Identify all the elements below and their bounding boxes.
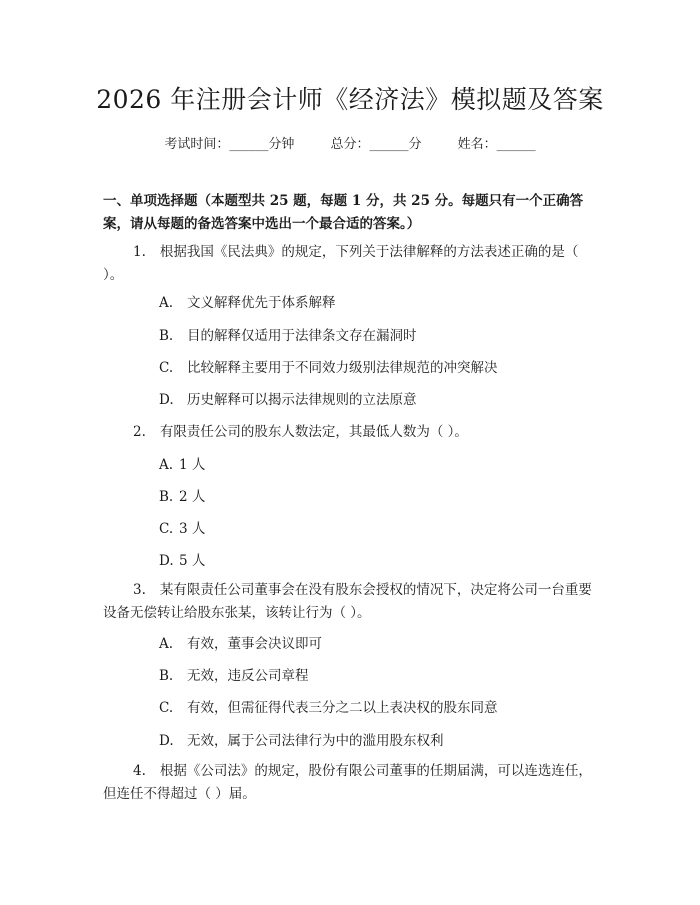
- name-field: 姓名：______: [457, 137, 536, 152]
- q3-option-d: [159, 731, 599, 751]
- question-number: 2.: [133, 424, 146, 440]
- q2-option-c: [159, 519, 599, 539]
- question-1: [103, 241, 601, 287]
- q3-option-c: [159, 698, 599, 718]
- option-text: 文义解释优先于体系解释: [187, 295, 336, 311]
- option-text: 目的解释仅适用于法律条文存在漏洞时: [187, 328, 417, 344]
- option-letter: C.: [159, 521, 174, 537]
- exam-time-field: 考试时间：______分钟: [164, 137, 295, 152]
- q1-option-d: [159, 390, 599, 410]
- option-letter: B.: [159, 668, 174, 684]
- option-text: 1 人: [179, 457, 206, 473]
- option-letter: D.: [159, 392, 174, 408]
- q3-option-b: [159, 666, 599, 686]
- q2-option-b: [159, 487, 599, 507]
- option-letter: C.: [159, 360, 174, 376]
- question-number: 1.: [133, 244, 146, 260]
- option-letter: D.: [159, 553, 174, 569]
- option-text: 比较解释主要用于不同效力级别法律规范的冲突解决: [187, 360, 498, 376]
- q1-option-c: [159, 358, 599, 378]
- question-2: [103, 421, 601, 444]
- option-letter: B.: [159, 489, 174, 505]
- question-number: 4.: [133, 763, 146, 779]
- option-text: 无效，属于公司法律行为中的滥用股东权利: [187, 733, 444, 749]
- option-text: 2 人: [179, 489, 206, 505]
- q2-option-d: [159, 551, 599, 571]
- question-text: 某有限责任公司董事会在没有股东会授权的情况下，决定将公司一台重要设备无偿转让给股东张某，该转让行为（ ）。: [103, 582, 592, 621]
- question-text: 根据《公司法》的规定，股份有限公司董事的任期届满，可以连选连任，但连任不得超过（ ）届。: [103, 763, 592, 802]
- option-letter: A.: [159, 457, 174, 473]
- q1-option-b: [159, 326, 599, 346]
- option-text: 有效，董事会决议即可: [187, 636, 322, 652]
- option-letter: A.: [159, 636, 174, 652]
- question-3: [103, 579, 601, 625]
- q1-option-a: [159, 293, 599, 313]
- option-text: 有效，但需征得代表三分之二以上表决权的股东同意: [187, 700, 498, 716]
- question-text: 有限责任公司的股东人数法定，其最低人数为（ ）。: [159, 424, 468, 440]
- q2-option-a: [159, 455, 599, 475]
- option-text: 5 人: [179, 553, 206, 569]
- total-score-field: 总分：______分: [330, 137, 422, 152]
- document-title: 2026 年注册会计师《经济法》模拟题及答案: [96, 85, 604, 114]
- question-number: 3.: [133, 582, 146, 598]
- option-text: 3 人: [179, 521, 206, 537]
- option-letter: A.: [159, 295, 174, 311]
- option-letter: C.: [159, 700, 174, 716]
- option-letter: D.: [159, 733, 174, 749]
- exam-info-line: [0, 133, 700, 152]
- q3-option-a: [159, 634, 599, 654]
- question-text: 根据我国《民法典》的规定，下列关于法律解释的方法表述正确的是（ ）。: [103, 244, 579, 283]
- section-heading: 一、单项选择题（本题型共 25 题，每题 1 分，共 25 分。每题只有一个正确答案，请从每题的备选答案中选出一个最合适的答案。）: [103, 193, 584, 232]
- option-text: 无效，违反公司章程: [187, 668, 309, 684]
- question-4: [103, 760, 601, 806]
- option-text: 历史解释可以揭示法律规则的立法原意: [187, 392, 417, 408]
- option-letter: B.: [159, 328, 174, 344]
